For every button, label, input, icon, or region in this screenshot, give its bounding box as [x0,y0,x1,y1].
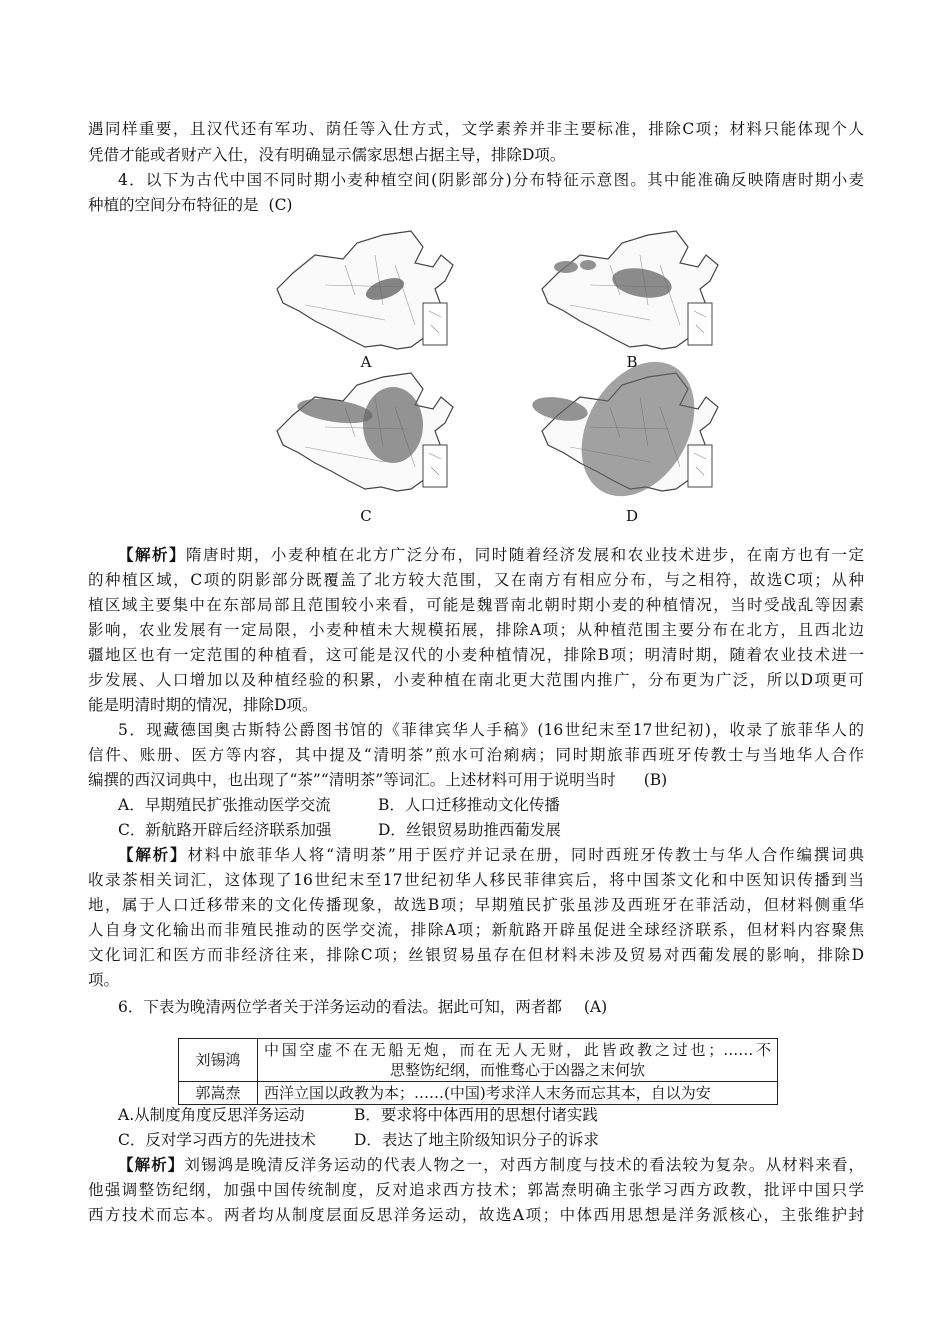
table-row [179,1039,778,1082]
q5-analysis-line-5: 文化词汇和医方而非经济往来，排除C项；丝银贸易虽存在但材料未涉及贸易对西葡发展的影响，排除D [88,946,864,964]
q5-answer: (B) [643,771,668,789]
q5-option-b: B．人口迁移推动文化传播 [378,796,560,814]
map-label-c: C [360,507,372,525]
q4-analysis-text-1: 隋唐时期，小麦种植在北方广泛分布，同时随着经济发展和农业技术进步，在南方也有一定 [185,546,864,564]
map-c [277,373,453,491]
q5-options-row-1 [118,793,864,817]
q4-map-figure [265,225,745,530]
q4-analysis-line-4: 影响，农业发展有一定局限，小麦种植未大规模拓展，排除A项；从种植范围主要分布在北方，且西北边 [88,621,864,639]
q4-analysis-line-3: 植区域主要集中在东部局部且范围较小来看，可能是魏晋南北朝时期小麦的种植情况，当时受战乱等因素 [88,596,864,614]
q4-stem-line-1: 4．以下为古代中国不同时期小麦种植空间(阴影部分)分布特征示意图。其中能准确反映隋唐时期小麦 [118,171,864,189]
map-b-shade-west-2 [580,260,596,270]
scholar-view-2 [258,1082,778,1105]
q5-analysis-line-1 [118,843,864,867]
q6-analysis-line-3: 西方技术而忘本。两者均从制度层面反思洋务运动，故选A项；中体西用思想是洋务派核心，主张维护封 [88,1206,864,1224]
q5-option-d: D．丝银贸易助推西葡发展 [378,821,561,839]
q4-analysis-line-1 [118,543,864,567]
scholar-view-1 [258,1039,778,1082]
top-explanation-line-2: 凭借才能或者财产入仕，没有明确显示儒家思想占据主导，排除D项。 [88,146,566,164]
q6-stem-line-1 [118,995,864,1019]
q4-analysis-line-2: 的种植区域，C项的阴影部分既覆盖了北方较大范围，又在南方有相应分布，与之相符，故选C项；从种 [88,571,864,589]
q6-options-row-2 [118,1128,864,1152]
q6-option-d: D．表达了地主阶级知识分子的诉求 [354,1131,599,1149]
q4-stem-text: 种植的空间分布特征的是 [88,196,259,214]
q5-options-row-2 [118,818,864,842]
q6-option-a: A.从制度角度反思洋务运动 [118,1106,305,1124]
map-a-inset [423,303,447,345]
q6-answer: (A) [583,998,608,1016]
map-label-a: A [360,353,372,371]
q6-analysis-line-2: 他强调整饬纪纲，加强中国传统制度，反对追求西方技术；郭嵩焘明确主张学习西方政教，批评中国只学 [88,1181,864,1199]
map-a [277,231,453,349]
q5-stem-line-2: 信件、账册、医方等内容，其中提及“清明茶”煎水可治痢病；同时期旅菲西班牙传教士与当地华人合作 [88,746,864,764]
q6-analysis-tag: 【解析】 [118,1155,185,1174]
map-b [542,231,718,349]
scholar-view-1-line-1: 中国空虚不在无船无炮，而在无人无财，此皆政教之过也；……不 [264,1041,771,1059]
q5-analysis-text-1: 材料中旅菲华人将“清明茶”用于医疗并记录在册，同时西班牙传教士与华人合作编撰词典 [187,846,864,864]
q5-analysis-line-2: 收录茶相关词汇，这体现了16世纪末至17世纪初华人移民菲律宾后，将中国茶文化和中医知识传播到当 [88,871,864,889]
q4-analysis-line-6: 步发展、人口增加以及种植经验的积累，小麦种植在南北更大范围内推广，分布更为广泛，所以D项更可 [88,671,864,689]
table-row [179,1082,778,1105]
map-c-shade-south [363,387,423,463]
q5-stem-line-1: 5．现藏德国奥古斯特公爵图书馆的《菲律宾华人手稿》(16世纪末至17世纪初)，收录了旅菲华人的 [118,721,864,739]
q5-option-a: A．早期殖民扩张推动医学交流 [118,796,331,814]
map-label-b: B [626,353,638,371]
wheat-maps-svg [265,225,745,530]
q4-analysis-tag: 【解析】 [118,545,186,564]
q6-option-b: B．要求将中体西用的思想付诸实践 [354,1106,598,1124]
q5-stem-line-3 [88,768,864,792]
map-d-inset [688,445,712,487]
scholar-name-1: 刘锡鸿 [179,1039,258,1082]
scholar-name-2: 郭嵩焘 [179,1082,258,1105]
scholar-view-1-line-2: 思整饬纪纲，而惟骛心于凶器之末何欤 [389,1061,645,1079]
top-explanation-line-1: 遇同样重要，且汉代还有军功、荫任等入仕方式，文学素养并非主要标准，排除C项；材料只能体现个人 [88,120,864,138]
map-b-shade-west-1 [554,261,578,273]
q6-views-table [178,1038,778,1105]
q6-option-c: C．反对学习西方的先进技术 [118,1131,316,1149]
q5-analysis-line-4: 人自身文化输出而非殖民推动的医学交流，排除A项；新航路开辟虽促进全球经济联系，但材料内容聚焦 [88,921,864,939]
q4-answer: (C) [268,196,293,214]
q5-analysis-line-6: 项。 [88,971,120,989]
q6-analysis-line-1 [118,1153,864,1177]
q5-analysis-tag: 【解析】 [118,845,188,864]
map-c-inset [423,445,447,487]
q5-analysis-line-3: 地，属于人口迁移带来的文化传播现象，故选B项；早期殖民扩张虽涉及西班牙在菲活动，但材料侧重华 [88,896,864,914]
q4-analysis-line-7: 能是明清时期的情况，排除D项。 [88,696,318,714]
q6-options-row-1 [118,1103,864,1127]
scholar-view-2-line-1: 西洋立国以政教为本；……(中国)考求洋人末务而忘其本，自以为安 [264,1084,711,1102]
q4-analysis-line-5: 疆地区也有一定范围的种植看，这可能是汉代的小麦种植情况，排除B项；明清时期，随着农业技术进一 [88,646,864,664]
map-label-d: D [625,507,639,525]
map-b-inset [688,303,712,345]
q6-stem-text: 6．下表为晚清两位学者关于洋务运动的看法。据此可知，两者都 [118,998,562,1016]
q4-stem-line-2 [88,193,864,217]
q6-analysis-text-1: 刘锡鸿是晚清反洋务运动的代表人物之一，对西方制度与技术的看法较为复杂。从材料来看， [184,1156,864,1174]
q5-option-c: C．新航路开辟后经济联系加强 [118,821,332,839]
q5-stem-text: 编撰的西汉词典中，也出现了“茶”“清明茶”等词汇。上述材料可用于说明当时 [88,771,616,789]
